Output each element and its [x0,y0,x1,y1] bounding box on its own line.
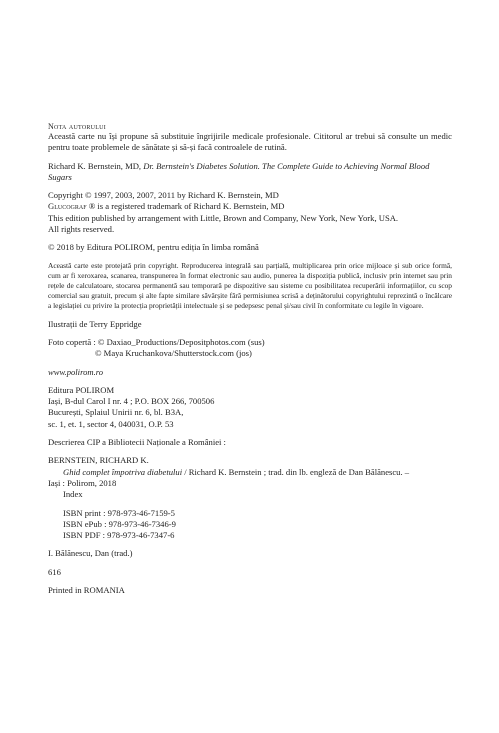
isbn-print: ISBN print : 978-973-46-7159-5 [63,507,175,518]
cover-photo-line1: © Daxiao_Productions/Depositphotos.com (sus) [97,336,265,347]
original-edition [48,161,452,184]
cover-photo-credit [48,337,452,360]
polirom-copyright: © 2018 by Editura POLIROM, pentru ediția în limba română [48,242,259,253]
original-edition-author: Richard K. Bernstein, MD, [48,160,144,171]
publisher-address-1: Iași, B-dul Carol I nr. 4 ; P.O. BOX 266, 700506 [48,396,215,407]
publisher-name: Editura POLIROM [48,384,115,395]
cip-title: Ghid complet împotriva diabetului [63,466,183,477]
legal-text: Această carte este protejată prin copyright. Reproducerea integrală sau parțială, multiplicarea prin orice mijloace și sub orice formă, cum ar fi xeroxarea, scanarea, transpunerea în format electronic sau audio, punerea la dispoziția publică, inclusiv prin internet sau prin rețele de calculatoare, stocarea permanentă sau temporară pe dispozitive sau sisteme cu posibilitatea recuperării informațiilor, cu scop comercial sau gratuit, precum și alte fapte similare săvârșite fără permisiunea scrisă a deținătorului copyrightului reprezintă o încălcare a legislației cu privire la protecția proprietății intelectuale și se pedepsesc penal și/sau civil în conformitate cu legile în vigoare. [48,260,452,311]
isbn-pdf: ISBN PDF : 978-973-46-7347-6 [63,530,175,541]
cip-place: Iași : Polirom, 2018 [48,477,117,488]
cip-title-line [63,467,452,478]
copyright-line: Copyright © 1997, 2003, 2007, 2011 by Richard K. Bernstein, MD [48,190,279,201]
cip-title-rest: / Richard K. Bernstein ; trad. din lb. engleză de Dan Bălănescu. – [182,466,410,477]
copyright-page [48,122,452,596]
author-note-heading: Nota autorului [48,122,107,131]
cip-heading: Descrierea CIP a Bibliotecii Naționale a României : [48,437,226,448]
website-link: www.polirom.ro [48,366,104,377]
publisher-address-3: sc. 1, et. 1, sector 4, 040031, O.P. 53 [48,418,174,429]
printed-in: Printed in ROMANIA [48,585,125,596]
trademark-name: Glucograf [48,201,87,212]
illustrations-credit: Ilustrații de Terry Eppridge [48,318,142,329]
cip-classification: 616 [48,566,61,577]
trademark-line [48,201,452,212]
original-edition-title: Dr. Bernstein's Diabetes Solution. The Complete Guide to Achieving Normal Blood Sugars [48,160,430,182]
isbn-epub: ISBN ePub : 978-973-46-7346-9 [63,518,176,529]
trademark-rest: ® is a registered trademark of Richard K. Bernstein, MD [86,201,285,212]
arrangement-line: This edition published by arrangement with Little, Brown and Company, New York, New York, USA. [48,212,399,223]
rights-line: All rights reserved. [48,224,115,235]
publisher-address-2: București, Splaiul Unirii nr. 6, bl. B3A, [48,407,184,418]
cip-translator: I. Bălănescu, Dan (trad.) [48,548,133,559]
cip-index: Index [63,489,83,500]
cip-author: BERNSTEIN, RICHARD K. [48,455,149,466]
website [48,367,452,378]
cover-photo-label: Foto copertă : [48,336,96,347]
author-note-text: Această carte nu își propune să substituie îngrijirile medicale profesionale. Cititorul ar trebui să consulte un medic pentru toate problemele de sănătate și să-și facă controalele de rutină. [48,131,452,153]
cover-photo-line2: © Maya Kruchankova/Shutterstock.com (jos) [95,348,252,359]
